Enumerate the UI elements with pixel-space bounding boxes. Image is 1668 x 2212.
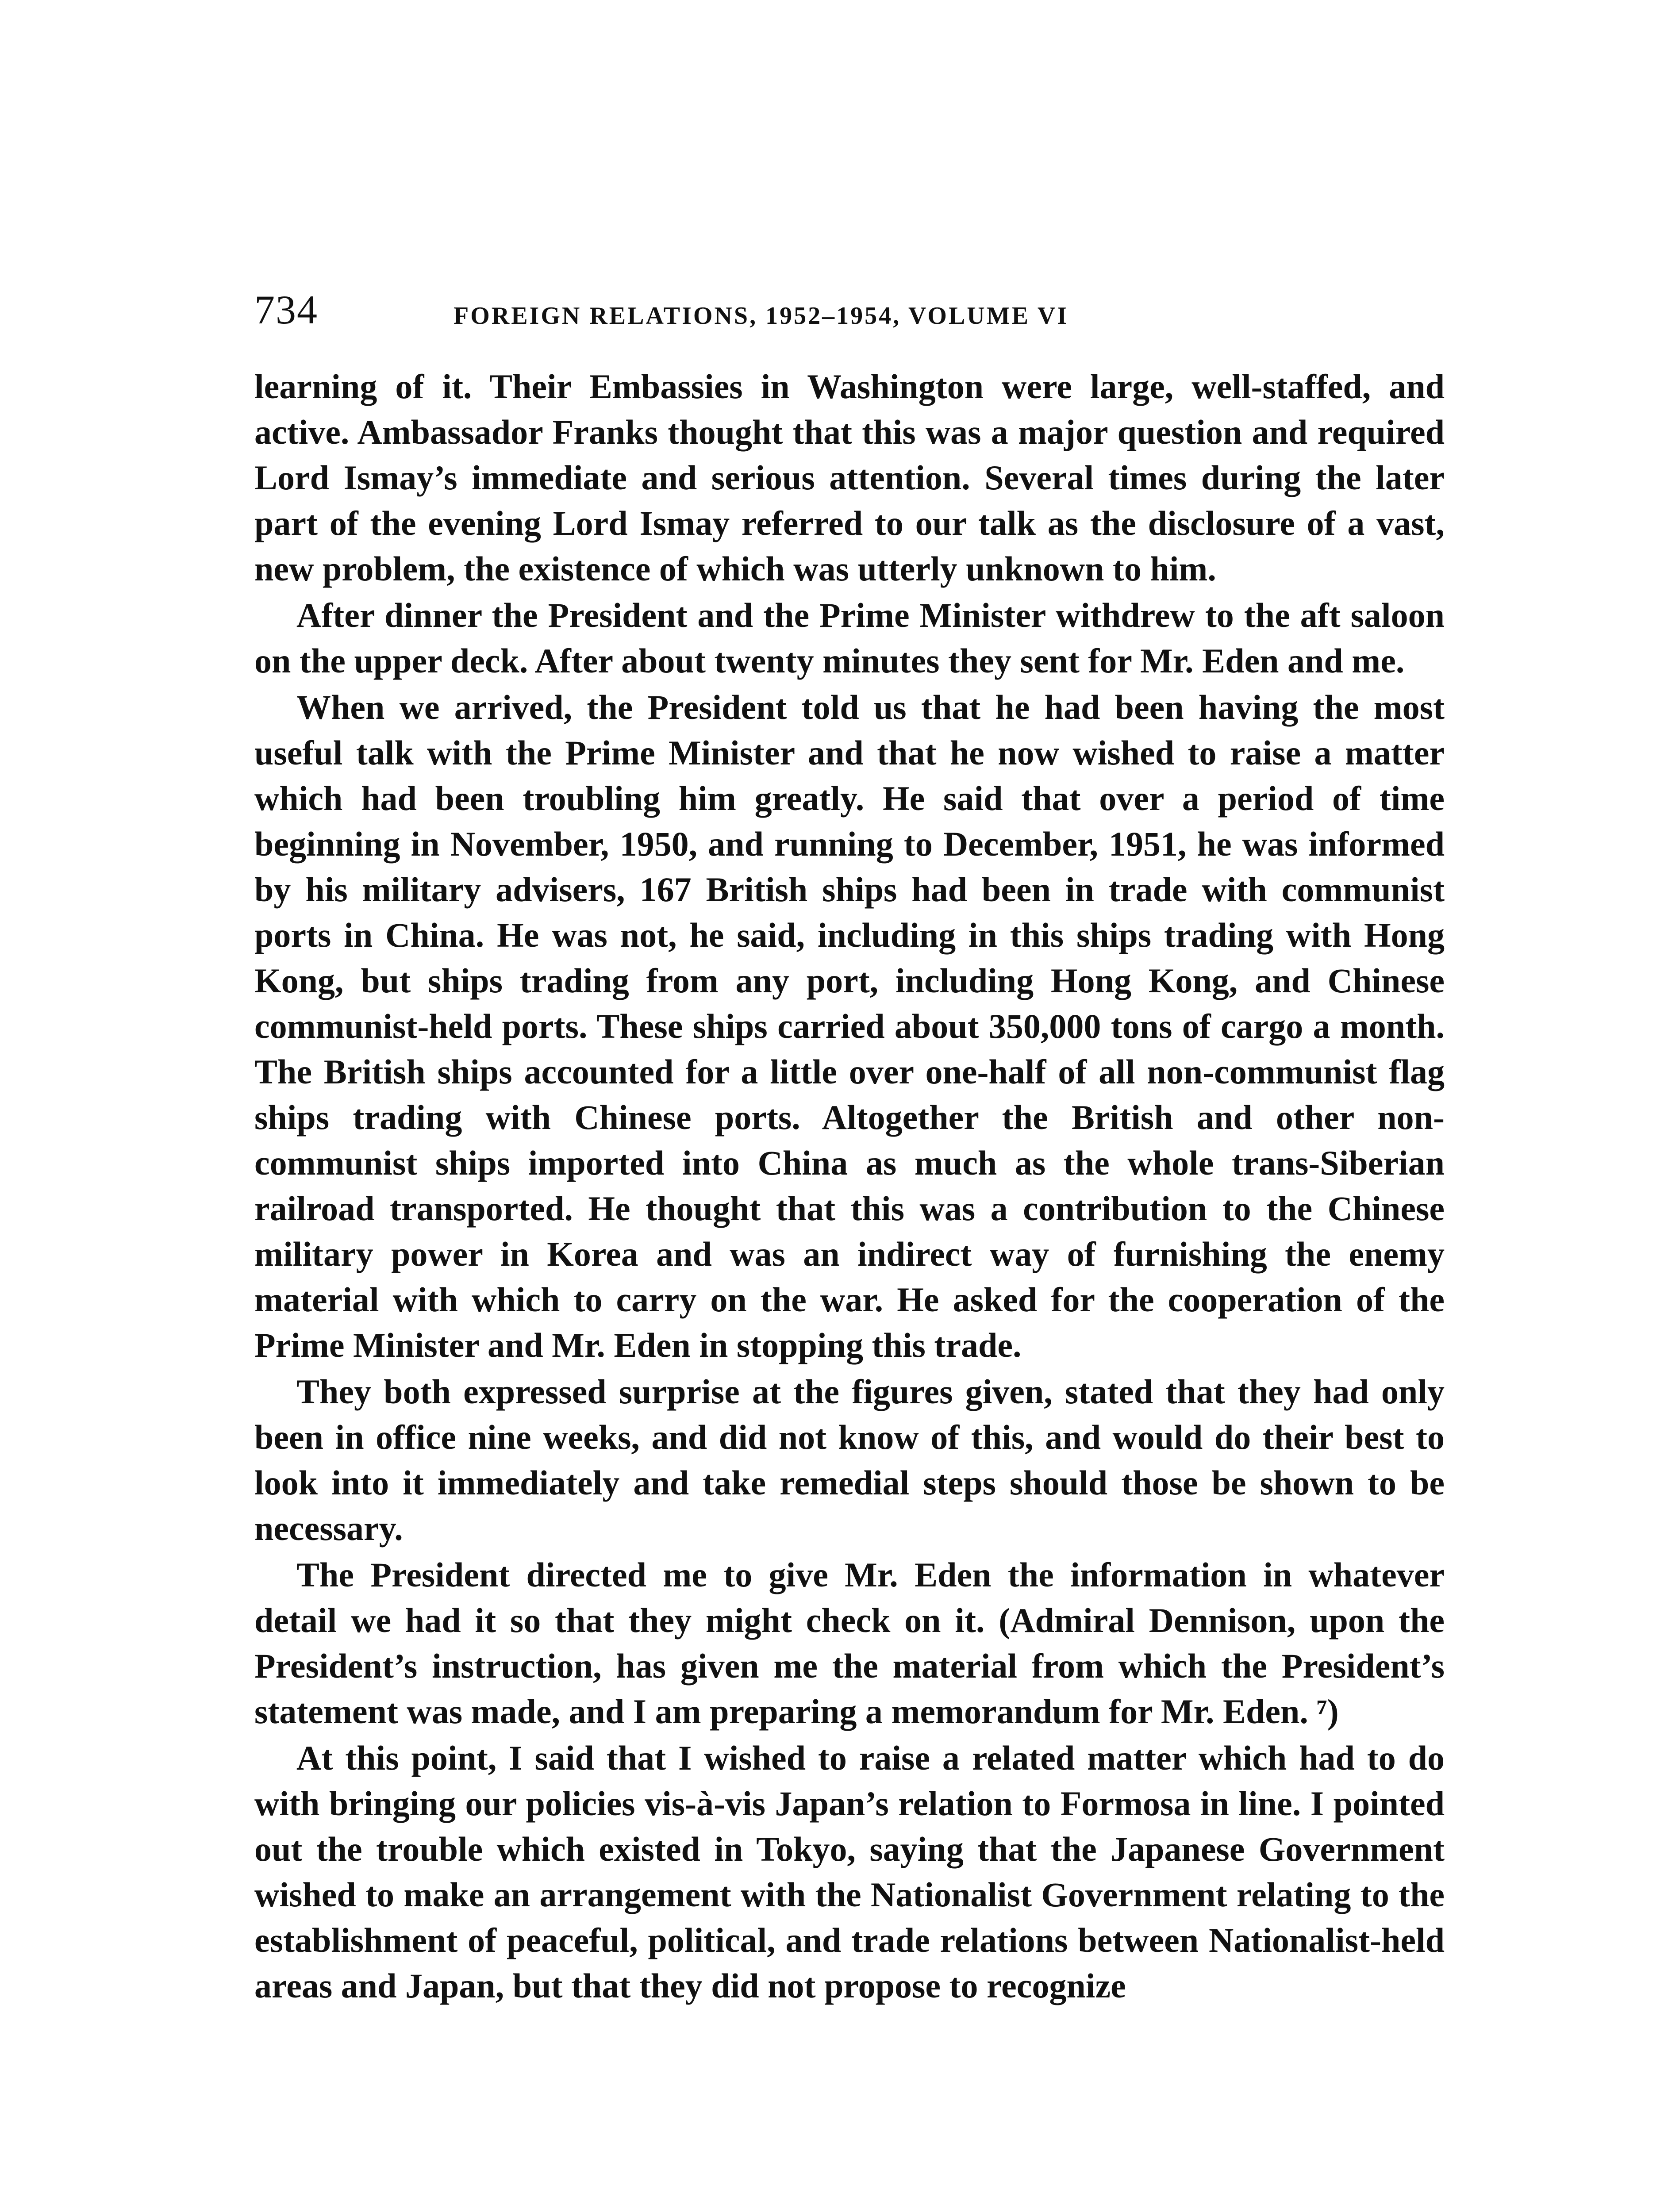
paragraph: At this point, I said that I wished to raise a related matter which had to do with bringing our policies vis-à-vis Japan’s relation to Formosa in line. I pointed out the trouble which existed in Tokyo, saying that the Japanese Government wished to make an arrangement with the Nationalist Government relating to the establishment of peaceful, political, and trade relations between Nationalist-held areas and Japan, but that they did not propose to recognize [254,1739,1445,2005]
running-header [254,283,1445,336]
paragraph: The President directed me to give Mr. Eden the information in whatever detail we had it so that they might check on it. (Admiral Dennison, upon the President’s instruction, has given me the material from which the President’s statement was made, and I am preparing a memorandum for Mr. Eden. ⁷) [254,1555,1445,1731]
body-text [254,364,1445,2009]
running-title: FOREIGN RELATIONS, 1952–1954, VOLUME VI [454,302,1069,330]
paragraph: learning of it. Their Embassies in Washington were large, well-staffed, and active. Ambassador Franks thought that this was a major question and required Lord Ismay’s immediate and serious attention. Several times during the later part of the evening Lord Ismay referred to our talk as the disclosure of a vast, new problem, the existence of which was utterly unknown to him. [254,367,1445,588]
page-number: 734 [254,287,318,332]
paragraph: They both expressed surprise at the figures given, stated that they had only been in office nine weeks, and did not know of this, and would do their best to look into it immediately and take remedial steps should those be shown to be necessary. [254,1372,1445,1548]
paragraph: When we arrived, the President told us that he had been having the most useful talk with the Prime Minister and that he now wished to raise a matter which had been troubling him greatly. He said that over a period of time beginning in November, 1950, and running to December, 1951, he was informed by his military advisers, 167 British ships had been in trade with communist ports in China. He was not, he said, including in this ships trading with Hong Kong, but ships trading from any port, including Hong Kong, and Chinese communist-held ports. These ships carried about 350,000 tons of cargo a month. The British ships accounted for a little over one-half of all non-communist flag ships trading with Chinese ports. Altogether the British and other non-communist ships imported into China as much as the whole trans-Siberian railroad transported. He thought that this was a contribution to the Chinese military power in Korea and was an indirect way of furnishing the enemy material with which to carry on the war. He asked for the cooperation of the Prime Minister and Mr. Eden in stopping this trade. [254,688,1445,1364]
paragraph: After dinner the President and the Prime Minister withdrew to the aft saloon on the upper deck. After about twenty minutes they sent for Mr. Eden and me. [254,596,1445,680]
document-page [254,0,1445,2212]
